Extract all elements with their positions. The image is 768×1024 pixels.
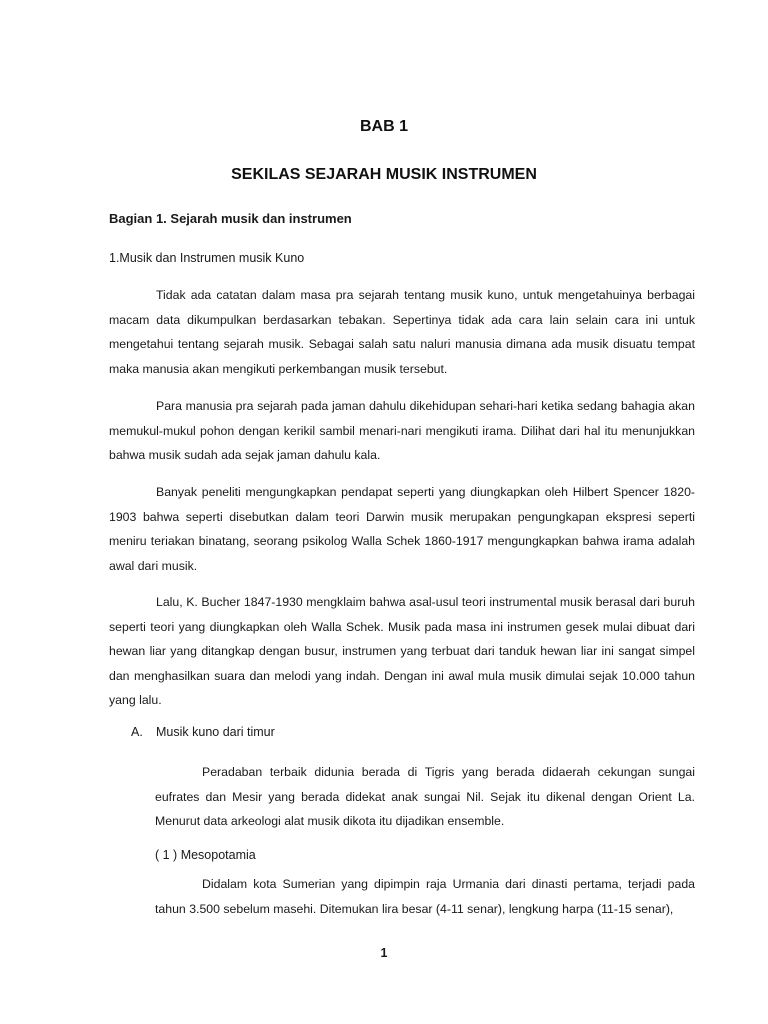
list-marker: A.	[131, 725, 143, 739]
list-item-text: Musik kuno dari timur	[156, 725, 275, 739]
sub-heading-mesopotamia: ( 1 ) Mesopotamia	[155, 848, 256, 862]
paragraph: Lalu, K. Bucher 1847-1930 mengklaim bahwa asal-usul teori instrumental musik berasal dari buruh seperti teori yang diungkapkan oleh Walla Schek. Musik pada masa ini instrumen gesek mulai dibuat dari hewan liar yang ditangkap dengan busur, instrumen yang terbuat dari tanduk hewan liar ini sangat simpel dan menghasilkan suara dan melodi yang indah. Dengan ini awal mula musik dimulai sejak 10.000 tahun yang lalu.	[109, 595, 695, 708]
chapter-heading: BAB 1	[359, 118, 408, 135]
list-item-a	[131, 725, 275, 739]
subsection-heading: 1.Musik dan Instrumen musik Kuno	[109, 251, 305, 265]
paragraph: Didalam kota Sumerian yang dipimpin raja Urmania dari dinasti pertama, terjadi pada tahun 3.500 sebelum masehi. Ditemukan lira besar (4-11 senar), lengkung harpa (11-15 senar),	[155, 877, 695, 916]
paragraph: Banyak peneliti mengungkapkan pendapat seperti yang diungkapkan oleh Hilbert Spencer 1820-1903 bahwa seperti disebutkan dalam teori Darwin musik merupakan pengungkapan ekspresi seperti meniru teriakan binatang, seorang psikolog Walla Schek 1860-1917 mengungkapkan bahwa irama adalah awal dari musik.	[109, 485, 695, 573]
section-heading: Bagian 1. Sejarah musik dan instrumen	[109, 211, 352, 226]
paragraph: Tidak ada catatan dalam masa pra sejarah tentang musik kuno, untuk mengetahuinya berbagai macam data dikumpulkan berdasarkan tebakan. Sepertinya tidak ada cara lain selain cara ini untuk mengetahui tentang sejarah musik. Sebagai salah satu naluri manusia dimana ada musik disuatu tempat maka manusia akan mengikuti perkembangan musik tersebut.	[109, 288, 695, 376]
paragraph: Para manusia pra sejarah pada jaman dahulu dikehidupan sehari-hari ketika sedang bahagia akan memukul-mukul pohon dengan kerikil sambil menari-nari mengikuti irama. Dilihat dari hal itu menunjukkan bahwa musik sudah ada sejak jaman dahulu kala.	[109, 399, 695, 463]
page-number: 1	[380, 946, 388, 960]
chapter-title: SEKILAS SEJARAH MUSIK INSTRUMEN	[231, 166, 537, 183]
paragraph: Peradaban terbaik didunia berada di Tigris yang berada didaerah cekungan sungai eufrates dan Mesir yang berada didekat anak sungai Nil. Sejak itu dikenal dengan Orient La. Menurut data arkeologi alat musik dikota itu dijadikan ensemble.	[155, 765, 695, 829]
